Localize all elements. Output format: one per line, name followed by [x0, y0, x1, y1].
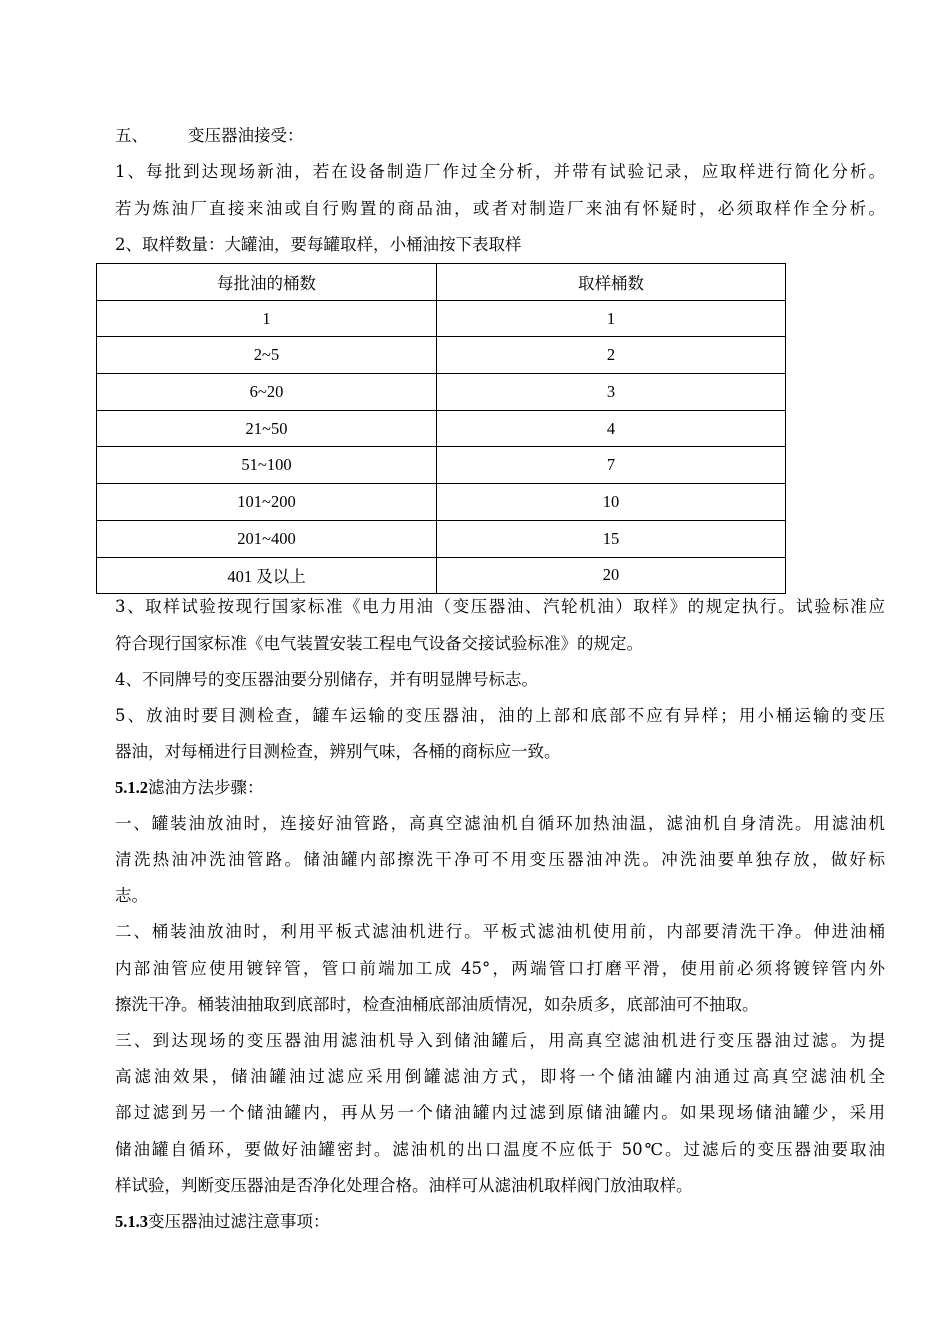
paragraph-1-line-2: 若为炼油厂直接来油或自行购置的商品油，或者对制造厂来油有怀疑时，必须取样作全分析。 — [115, 199, 885, 218]
step-1-line-3: 志。 — [115, 886, 148, 905]
step-1-line-1: 一、罐装油放油时，连接好油管路，高真空滤油机自循环加热油温，滤油机自身清洗。用滤油机 — [115, 814, 885, 833]
table-row — [97, 337, 786, 374]
heading-title: 滤油方法步骤： — [148, 778, 264, 797]
table-row — [97, 520, 786, 557]
table-cell-barrels: 201~400 — [97, 520, 437, 557]
paragraph-3-line-1: 3、取样试验按现行国家标准《电力用油（变压器油、汽轮机油）取样》的规定执行。试验标准应 — [115, 597, 885, 616]
table-row — [97, 300, 786, 337]
table-row — [97, 410, 786, 447]
table-row — [97, 557, 786, 594]
paragraph-1-line-1: 1、每批到达现场新油，若在设备制造厂作过全分析，并带有试验记录，应取样进行简化分析。 — [115, 162, 885, 181]
paragraph-4: 4、不同牌号的变压器油要分别储存，并有明显牌号标志。 — [115, 670, 538, 689]
step-1-line-2: 清洗热油冲洗油管路。储油罐内部擦洗干净可不用变压器油冲洗。冲洗油要单独存放，做好标 — [115, 850, 885, 869]
heading-5-1-3 — [115, 1211, 885, 1233]
step-2-line-2: 内部油管应使用镀锌管，管口前端加工成 45°，两端管口打磨平滑，使用前必须将镀锌管内外 — [115, 959, 885, 978]
heading-number: 5.1.2 — [115, 778, 148, 797]
paragraph-5-line-1: 5、放油时要目测检查，罐车运输的变压器油，油的上部和底部不应有异样；用小桶运输的变压 — [115, 706, 885, 725]
table-cell-barrels: 401 及以上 — [97, 557, 437, 594]
step-2-line-1: 二、桶装油放油时，利用平板式滤油机进行。平板式滤油机使用前，内部要清洗干净。伸进油桶 — [115, 922, 885, 941]
step-3-line-4: 储油罐自循环，要做好油罐密封。滤油机的出口温度不应低于 50℃。过滤后的变压器油要取油 — [115, 1140, 885, 1159]
paragraph-2: 2、取样数量：大罐油，要每罐取样，小桶油按下表取样 — [115, 235, 522, 254]
step-3-line-3: 部过滤到另一个储油罐内，再从另一个储油罐内过滤到原储油罐内。如果现场储油罐少，采用 — [115, 1103, 885, 1122]
table-cell-barrels: 1 — [97, 300, 437, 337]
step-2-line-3: 擦洗干净。桶装油抽取到底部时，检查油桶底部油质情况，如杂质多，底部油可不抽取。 — [115, 995, 759, 1014]
table-cell-samples: 1 — [437, 300, 786, 337]
table-cell-samples: 15 — [437, 520, 786, 557]
table-header-row — [97, 264, 786, 301]
table-cell-samples: 10 — [437, 484, 786, 521]
table-cell-samples: 2 — [437, 337, 786, 374]
step-3-line-5: 样试验，判断变压器油是否净化处理合格。油样可从滤油机取样阀门放油取样。 — [115, 1176, 693, 1195]
table-cell-samples: 7 — [437, 447, 786, 484]
table-row — [97, 484, 786, 521]
paragraph-5-line-2: 器油，对每桶进行目测检查，辨别气味，各桶的商标应一致。 — [115, 742, 561, 761]
paragraph-3-line-2: 符合现行国家标准《电气装置安装工程电气设备交接试验标准》的规定。 — [115, 634, 643, 653]
table-row — [97, 447, 786, 484]
table-cell-samples: 20 — [437, 557, 786, 594]
table-cell-samples: 3 — [437, 374, 786, 411]
table-cell-barrels: 2~5 — [97, 337, 437, 374]
sampling-table — [96, 263, 786, 594]
table-header-cell: 取样桶数 — [437, 264, 786, 301]
table-row — [97, 374, 786, 411]
section-title: 变压器油接受： — [188, 126, 304, 145]
table-cell-barrels: 21~50 — [97, 410, 437, 447]
heading-title: 变压器油过滤注意事项： — [148, 1212, 330, 1231]
table-cell-barrels: 6~20 — [97, 374, 437, 411]
step-3-line-2: 高滤油效果，储油罐油过滤应采用倒罐滤油方式，即将一个储油罐内油通过高真空滤油机全 — [115, 1067, 885, 1086]
section-number: 五、 — [115, 126, 148, 145]
step-3-line-1: 三、到达现场的变压器油用滤油机导入到储油罐后，用高真空滤油机进行变压器油过滤。为提 — [115, 1031, 885, 1050]
table-cell-barrels: 101~200 — [97, 484, 437, 521]
table-cell-barrels: 51~100 — [97, 447, 437, 484]
table-header-cell: 每批油的桶数 — [97, 264, 437, 301]
section-heading — [115, 125, 885, 147]
table-cell-samples: 4 — [437, 410, 786, 447]
heading-5-1-2 — [115, 777, 885, 799]
heading-number: 5.1.3 — [115, 1212, 148, 1231]
